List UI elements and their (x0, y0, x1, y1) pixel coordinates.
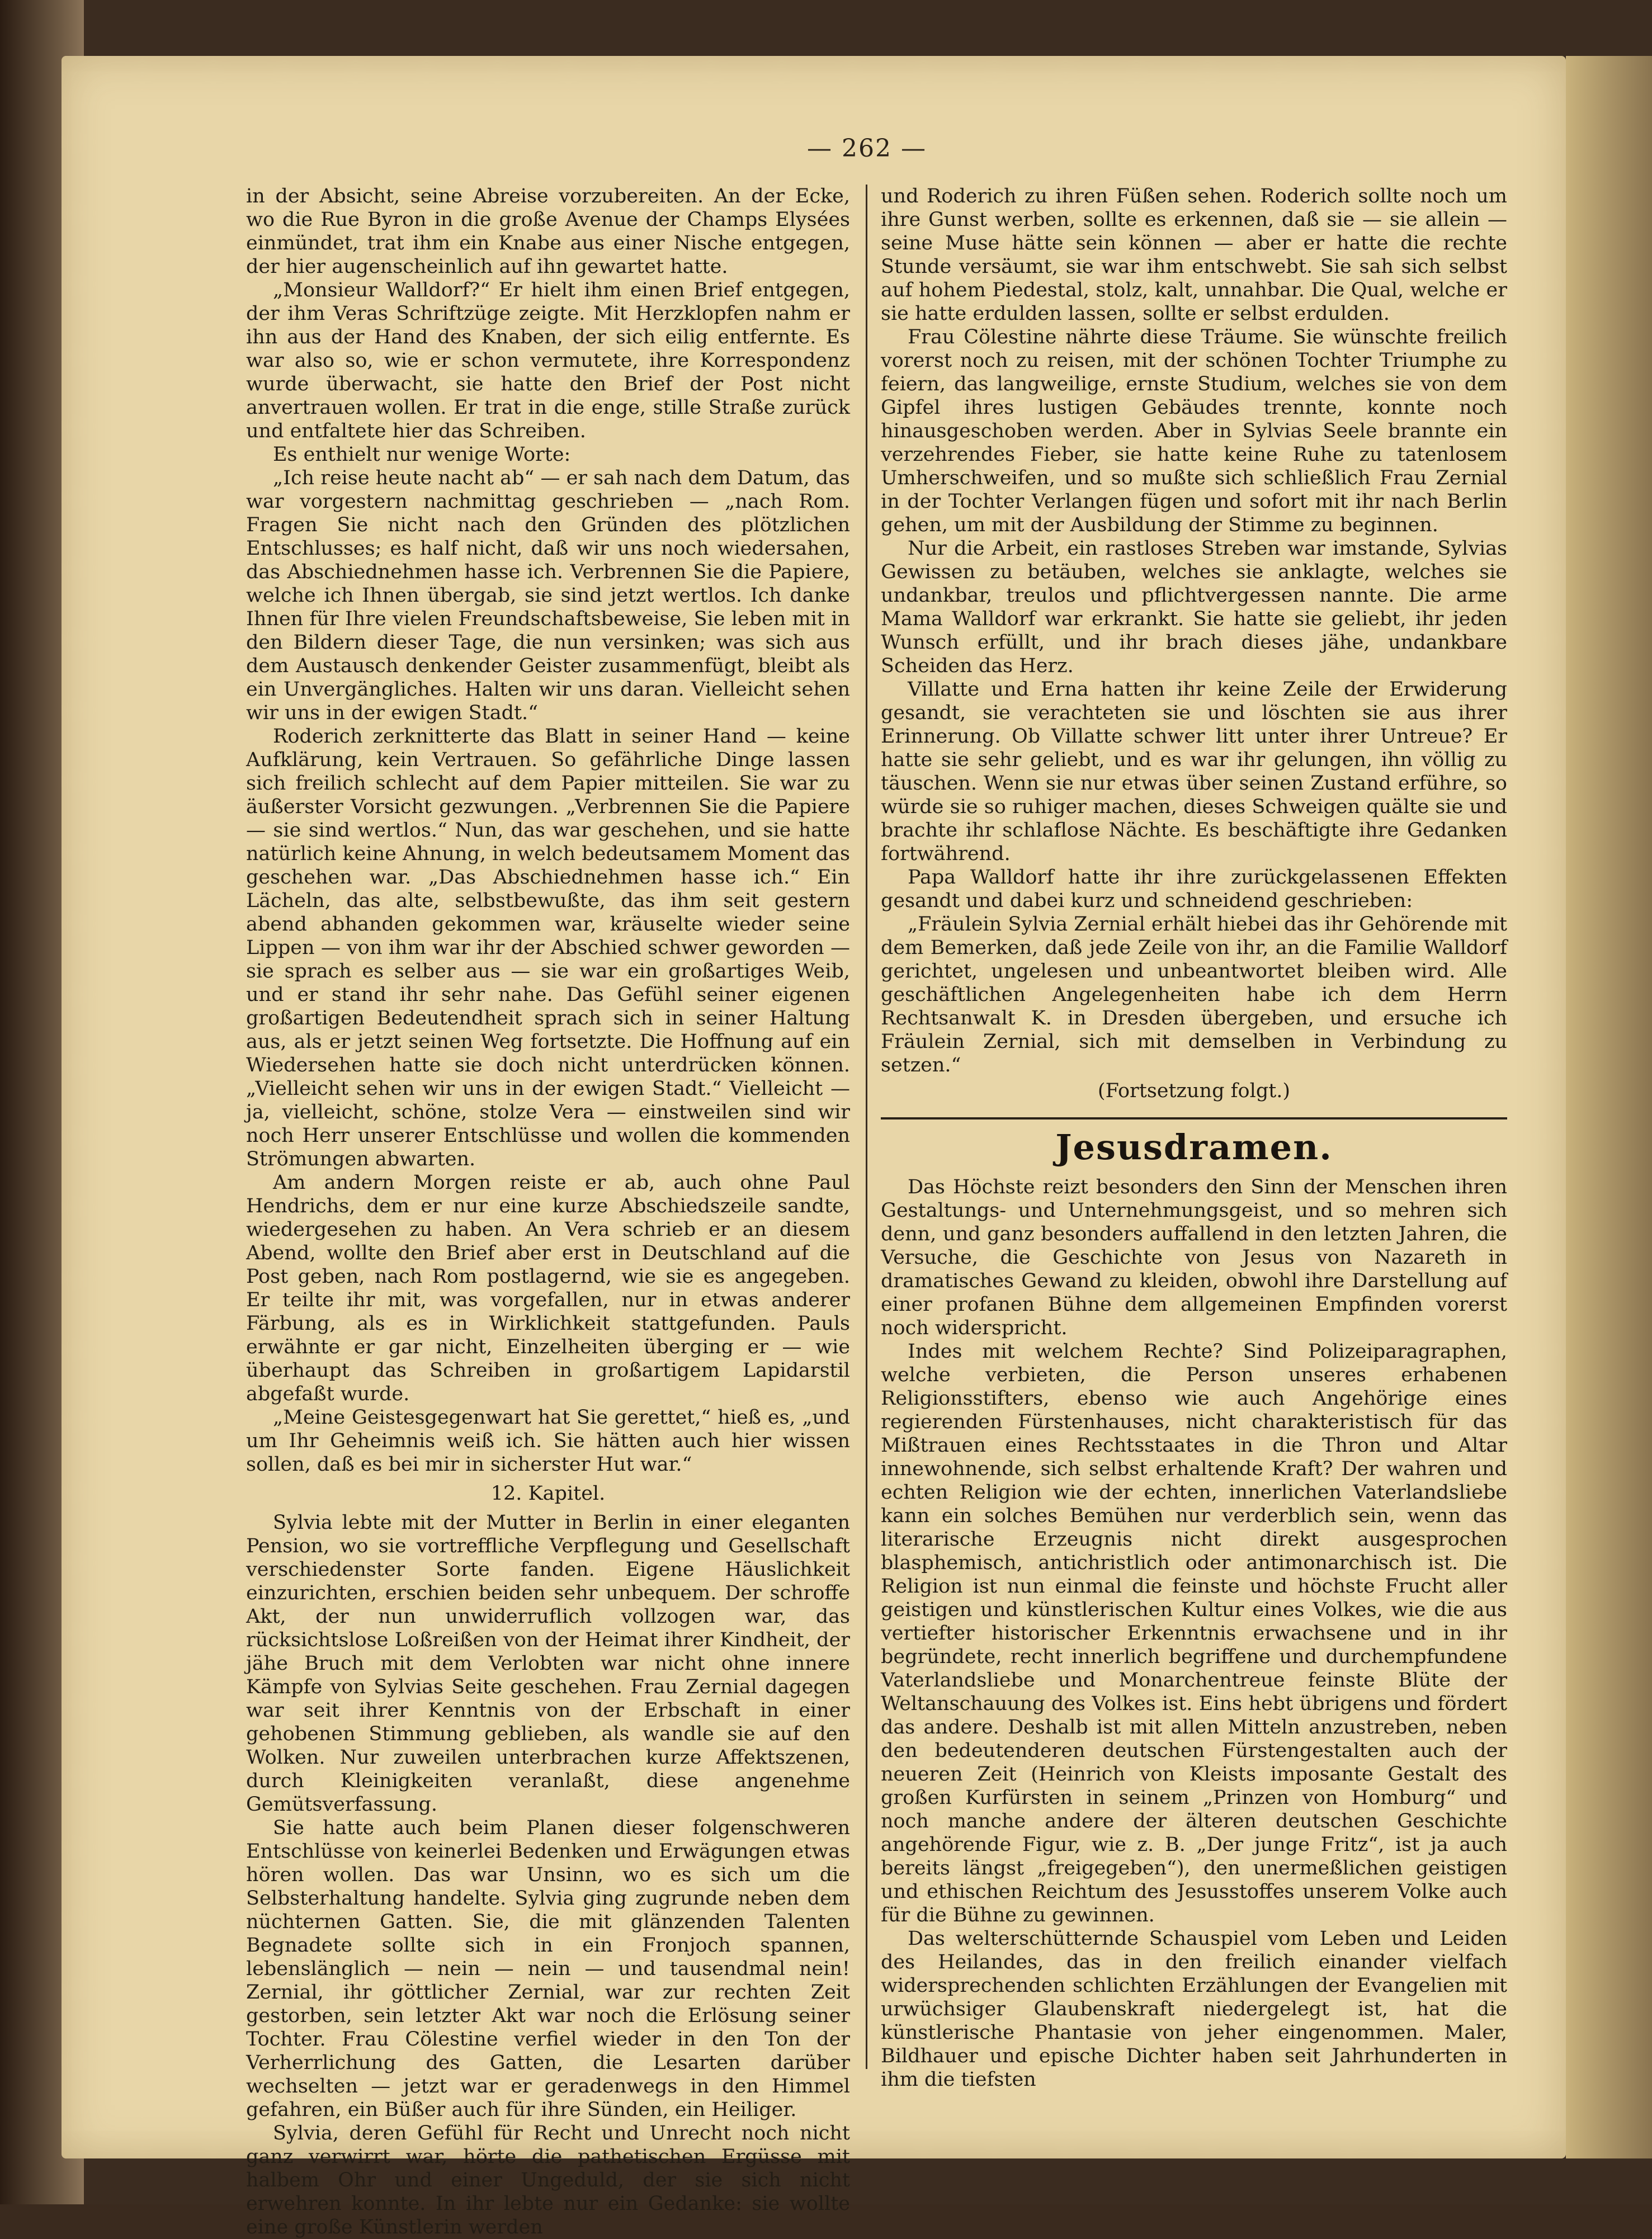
section-rule (881, 1117, 1507, 1120)
paragraph: Das Höchste reizt besonders den Sinn der Menschen ihren Gestaltungs- und Unternehmungsgeist, und so mehren sich denn, und ganz besonders auffallend in den letzten Jahren, die Versuche, die Geschichte von Jesus von Nazareth in dramatisches Gewand zu kleiden, obwohl ihre Darstellung auf einer profanen Bühne dem allgemeinen Empfinden vorerst noch widerspricht. (881, 1176, 1507, 1339)
paragraph: Am andern Morgen reiste er ab, auch ohne Paul Hendrichs, dem er nur eine kurze Abschiedszeile sandte, wiedergesehen zu haben. An Vera schrieb er an diesem Abend, wollte den Brief aber erst in Deutschland auf die Post geben, nach Rom postlagernd, wie sie es angegeben. Er teilte ihr mit, was vorgefallen, nur in etwas anderer Färbung, als es in Wirklichkeit stattgefunden. Pauls erwähnte er gar nicht, Einzelheiten überging er — wie überhaupt das Schreiben in großartigem Lapidarstil abgefaßt wurde. (246, 1172, 850, 1405)
paragraph: Es enthielt nur wenige Worte: (273, 443, 571, 466)
paragraph: Nur die Arbeit, ein rastloses Streben war imstande, Sylvias Gewissen zu betäuben, welches sie anklagte, welches sie undankbar, treulos und pflichtvergessen nannte. Die arme Mama Walldorf war erkrankt. Sie hatte sie geliebt, ihr jeden Wunsch erfüllt, und ihr brach dieses jähe, undankbare Scheiden das Herz. (881, 537, 1507, 677)
paragraph: „Meine Geistesgegenwart hat Sie gerettet,“ hieß es, „und um Ihr Geheimnis weiß ich. Sie hätten auch hier wissen sollen, daß es bei mir in sicherster Hut war.“ (246, 1406, 850, 1476)
paragraph: Roderich zerknitterte das Blatt in seiner Hand — keine Aufklärung, kein Vertrauen. So gefährliche Dinge lassen sich freilich schlecht auf dem Papier mitteilen. Sie war zu äußerster Vorsicht gezwungen. „Verbrennen Sie die Papiere — sie sind wertlos.“ Nun, das war geschehen, und sie hatte natürlich keine Ahnung, in welch bedeutsamem Moment das geschehen war. „Das Abschiednehmen hasse ich.“ Ein Lächeln, das alte, selbstbewußte, das ihm seit gestern abend abhanden gekommen war, kräuselte wieder seine Lippen — von ihm war ihr der Abschied schwer geworden — sie sprach es selber aus — sie war ein großartiges Weib, und er stand ihr sehr nahe. Das Gefühl seiner eigenen großartigen Bedeutendheit sprach sich in seiner Haltung aus, als er jetzt seinen Weg fortsetzte. Die Hoffnung auf ein Wiedersehen hatte sie doch nicht unterdrücken können. „Vielleicht sehen wir uns in der ewigen Stadt.“ Vielleicht — ja, vielleicht, schöne, stolze Vera — einstweilen sind wir noch Herr unserer Entschlüsse und wollen die kommenden Strömungen abwarten. (246, 725, 850, 1170)
paragraph: Sylvia lebte mit der Mutter in Berlin in einer eleganten Pension, wo sie vortreffliche Verpflegung und Gesellschaft verschiedenster Sorte fanden. Eigene Häuslichkeit einzurichten, erschien beiden sehr unbequem. Der schroffe Akt, der nun unwiderruflich vollzogen war, das rücksichtslose Loßreißen von der Heimat ihrer Kindheit, der jähe Bruch mit dem Verlobten war nicht ohne innere Kämpfe von Sylvias Seite geschehen. Frau Zernial dagegen war seit ihrer Kenntnis von der Erbschaft in einer gehobenen Stimmung geblieben, als wandle sie auf den Wolken. Nur zuweilen unterbrachen kurze Affektszenen, durch Kleinigkeiten veranlaßt, diese angenehme Gemütsverfassung. (246, 1511, 850, 1816)
paragraph: „Monsieur Walldorf?“ Er hielt ihm einen Brief entgegen, der ihm Veras Schriftzüge zeigte. Mit Herzklopfen nahm er ihn aus der Hand des Knaben, der sich eilig entfernte. Es war also so, wie er schon vermutete, ihre Korrespondenz wurde überwacht, sie hatte den Brief der Post nicht anvertrauen wollen. Er trat in die enge, stille Straße zurück und entfaltete hier das Schreiben. (246, 279, 850, 442)
facing-page-edge (1566, 56, 1652, 2158)
paragraph: Frau Cölestine nährte diese Träume. Sie wünschte freilich vorerst noch zu reisen, mit der schönen Tochter Triumphe zu feiern, das langweilige, ernste Studium, welches sie von dem Gipfel ihres lustigen Gebäudes trennte, konnte noch hinausgeschoben werden. Aber in Sylvias Seele brannte ein verzehrendes Fieber, sie hatte keine Ruhe zu tatenlosem Umherschweifen, und so mußte sich schließlich Frau Zernial in der Tochter Verlangen fügen und sofort mit ihr nach Berlin gehen, um mit der Ausbildung der Stimme zu beginnen. (881, 326, 1507, 536)
chapter-title: 12. Kapitel. (490, 1482, 606, 1505)
left-column (246, 185, 850, 2239)
paragraph: „Ich reise heute nacht ab“ — er sah nach dem Datum, das war vorgestern nachmittag geschrieben — „nach Rom. Fragen Sie nicht nach den Gründen des plötzlichen Entschlusses; es half nicht, daß wir uns noch wiedersahen, das Abschiednehmen hasse ich. Verbrennen Sie die Papiere, welche ich Ihnen übergab, sie sind jetzt wertlos. Ich danke Ihnen für Ihre vielen Freundschaftsbeweise, Sie leben mit in den Bildern dieser Tage, die nun versinken; was sich aus dem Austausch denkender Geister zusammenfügt, bleibt als ein Unvergängliches. Halten wir uns daran. Vielleicht sehen wir uns in der ewigen Stadt.“ (246, 467, 850, 724)
right-column (881, 185, 1507, 2091)
paragraph: Indes mit welchem Rechte? Sind Polizeiparagraphen, welche verbieten, die Person unseres erhabenen Religionsstifters, ebenso wie auch Angehörige eines regierenden Fürstenhauses, nicht charakteristisch für das Mißtrauen eines Rechtsstaates in die Thron und Altar innewohnende, sich selbst erhaltende Kraft? Der wahren und echten Religion wie der echten, innerlichen Vaterlandsliebe kann ein solches Bemühen nur verderblich sein, wenn das literarische Erzeugnis nicht direkt ausgesprochen blasphemisch, antichristlich oder antimonarchisch ist. Die Religion ist nun einmal die feinste und höchste Frucht aller geistigen und künstlerischen Kultur eines Volkes, wie die aus vertiefter historischer Erkenntnis erwachsene und in ihr begründete, recht innerlich begriffene und durchempfundene Vaterlandsliebe und Monarchentreue feinste Blüte der Weltanschauung des Volkes ist. Eins hebt übrigens und fördert das andere. Deshalb ist mit allen Mitteln anzustreben, neben den bedeutenderen deutschen Fürstengestalten auch der neueren Zeit (Heinrich von Kleists imposante Gestalt des großen Kurfürsten in seinem „Prinzen von Homburg“ und noch manche andere der älteren deutschen Geschichte angehörende Figur, wie z. B. „Der junge Fritz“, ist ja auch bereits längst „freigegeben“), den unermeßlichen geistigen und ethischen Reichtum des Jesusstoffes unserem Volke auch für die Bühne zu gewinnen. (881, 1340, 1507, 1926)
paragraph: und Roderich zu ihren Füßen sehen. Roderich sollte noch um ihre Gunst werben, sollte es erkennen, daß sie — sie allein — seine Muse hätte sein können — aber er hatte die rechte Stunde versäumt, sie war ihm entschwebt. Sie sah sich selbst auf hohem Piedestal, stolz, kalt, unnahbar. Die Qual, welche er sie hatte erdulden lassen, sollte er selbst erdulden. (881, 185, 1507, 325)
paragraph: in der Absicht, seine Abreise vorzubereiten. An der Ecke, wo die Rue Byron in die große Avenue der Champs Elysées einmündet, trat ihm ein Knabe aus einer Nische entgegen, der hier augenscheinlich auf ihn gewartet hatte. (246, 185, 850, 278)
column-divider (866, 185, 867, 2069)
continuation-note: (Fortsetzung folgt.) (1097, 1080, 1291, 1102)
page-number: — 262 — (807, 134, 927, 163)
paragraph: Papa Walldorf hatte ihr ihre zurückgelassenen Effekten gesandt und dabei kurz und schneidend geschrieben: (881, 866, 1507, 912)
paragraph: Das welterschütternde Schauspiel vom Leben und Leiden des Heilandes, das in den freilich einander vielfach widersprechenden schlichten Erzählungen der Evangelien mit urwüchsiger Glaubenskraft niedergelegt ist, hat die künstlerische Phantasie von jeher eingenommen. Maler, Bildhauer und epische Dichter haben seit Jahrhunderten in ihm die tiefsten (881, 1928, 1507, 2091)
article-title: Jesusdramen. (1055, 1127, 1333, 1168)
paragraph: Sylvia, deren Gefühl für Recht und Unrecht noch nicht ganz verwirrt war, hörte die pathetischen Ergüsse mit halbem Ohr und einer Ungeduld, der sie sich nicht erwehren konnte. In ihr lebte nur ein Gedanke: sie wollte eine große Künstlerin werden (246, 2122, 850, 2238)
paragraph: Sie hatte auch beim Planen dieser folgenschweren Entschlüsse von keinerlei Bedenken und Erwägungen etwas hören wollen. Das war Unsinn, wo es sich um die Selbsterhaltung handelte. Sylvia ging zugrunde neben dem nüchternen Gatten. Sie, die mit glänzenden Talenten Begnadete sollte sich in ein Fronjoch spannen, lebenslänglich — nein — nein — und tausendmal nein! Zernial, ihr göttlicher Zernial, war zur rechten Zeit gestorben, sein letzter Akt war noch die Erlösung seiner Tochter. Frau Cölestine verfiel wieder in den Ton der Verherrlichung des Gatten, die Lesarten darüber wechselten — jetzt war er geradenwegs in den Himmel gefahren, ein Büßer auch für ihre Sünden, ein Heiliger. (246, 1817, 850, 2121)
paragraph: Villatte und Erna hatten ihr keine Zeile der Erwiderung gesandt, sie verachteten sie und löschten sie aus ihrer Erinnerung. Ob Villatte schwer litt unter ihrer Untreue? Er hatte sie sehr geliebt, und es war ihr gelungen, ihn völlig zu täuschen. Wenn sie nur etwas über seinen Zustand erführe, so würde sie so ruhiger machen, dieses Schweigen quälte sie und brachte ihr schlaflose Nächte. Es beschäftigte ihre Gedanken fortwährend. (881, 678, 1507, 865)
paragraph: „Fräulein Sylvia Zernial erhält hiebei das ihr Gehörende mit dem Bemerken, daß jede Zeile von ihr, an die Familie Walldorf gerichtet, ungelesen und unbeantwortet bleiben wird. Alle geschäftlichen Angelegenheiten habe ich dem Herrn Rechtsanwalt K. in Dresden übergeben, und ersuche ich Fräulein Zernial, sich mit demselben in Verbindung zu setzen.“ (881, 913, 1507, 1076)
